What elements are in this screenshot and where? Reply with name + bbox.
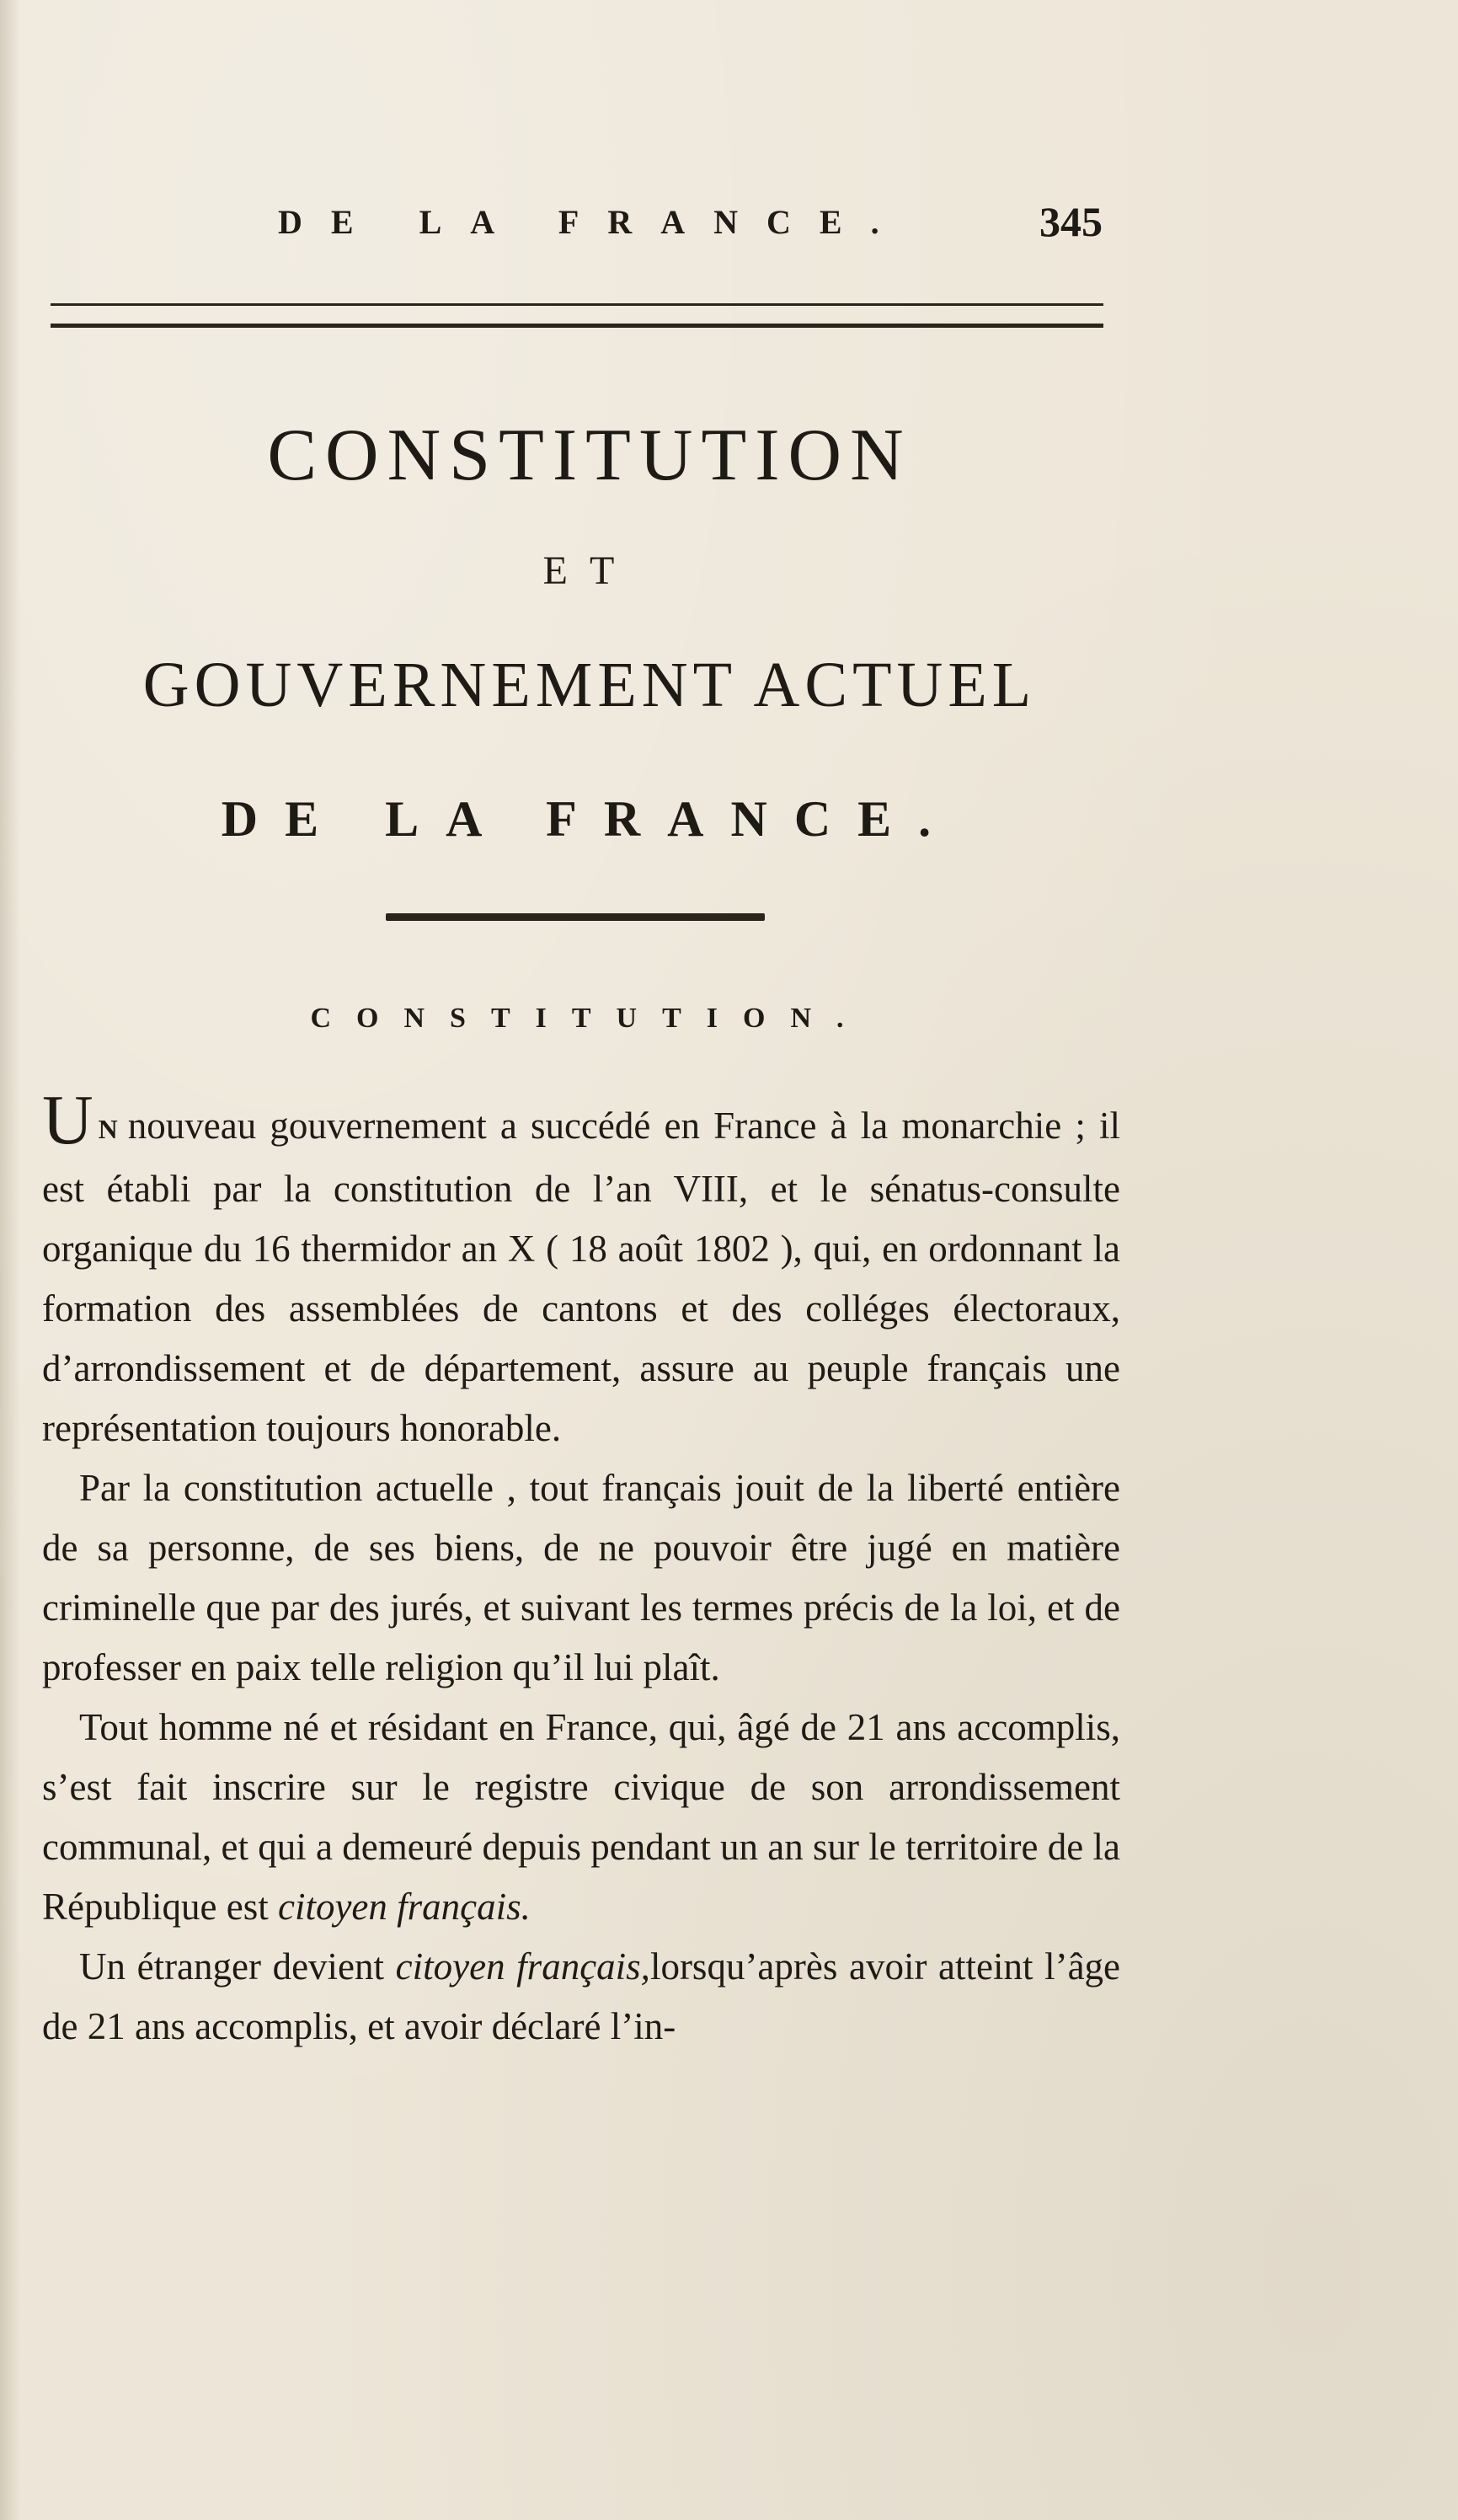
paragraph-3-text: Tout homme né et résidant en France, qui, âgé de 21 ans accomplis, s’est fait inscrire sur le registre civique de son arrondissement communal, et qui a demeuré depuis pendant un an sur le territoire de la République est [42,1706,1120,1928]
paragraph-4 [42,1937,1120,2057]
section-heading: CONSTITUTION. [310,1003,869,1034]
paragraph-3-italic: citoyen français. [277,1886,531,1928]
body-text [42,1081,1121,2057]
page-number: 345 [1039,198,1103,245]
title-rule [386,913,765,921]
running-title: DE LA FRANCE. [278,203,908,241]
paragraph-3 [42,1698,1120,1937]
title-constitution: CONSTITUTION [267,415,912,496]
title-gouvernement: GOUVERNEMENT ACTUEL [142,650,1037,720]
paragraph-1-text: nouveau gouvernement a succédé en France à la monarchie ; il est établi par la constitution de l’an VIII, et le sénatus-consulte organique du 16 thermidor an X ( 18 août 1802 ), qui, en ordonnant la formation des assemblées de cantons et des colléges électoraux, d’arrondissement et de département, assure au peuple français une représentation toujours honorable. [42,1105,1120,1449]
title-et: ET [542,548,637,593]
paragraph-1 [42,1081,1120,1458]
drop-cap: U [42,1081,93,1159]
small-cap: N [98,1114,120,1144]
paragraph-4-before: Un étranger devient [79,1945,385,1988]
title-de-la-france: DE LA FRANCE. [221,791,959,847]
running-head [278,198,1120,253]
header-rule [51,303,1103,306]
paragraph-4-after: lorsqu’après avoir atteint l’âge de 21 ans accomplis, et avoir déclaré l’in- [42,1945,1121,2047]
paragraph-2: Par la constitution actuelle , tout français jouit de la liberté entière de sa personne, de ses biens, de ne pouvoir être jugé en matière criminelle que par des jurés, et suivant les termes précis de la loi, et de professer en paix telle religion qu’il lui plaît. [42,1467,1120,1688]
header-rule-double [51,324,1103,328]
paragraph-4-italic: citoyen français, [395,1945,650,1988]
